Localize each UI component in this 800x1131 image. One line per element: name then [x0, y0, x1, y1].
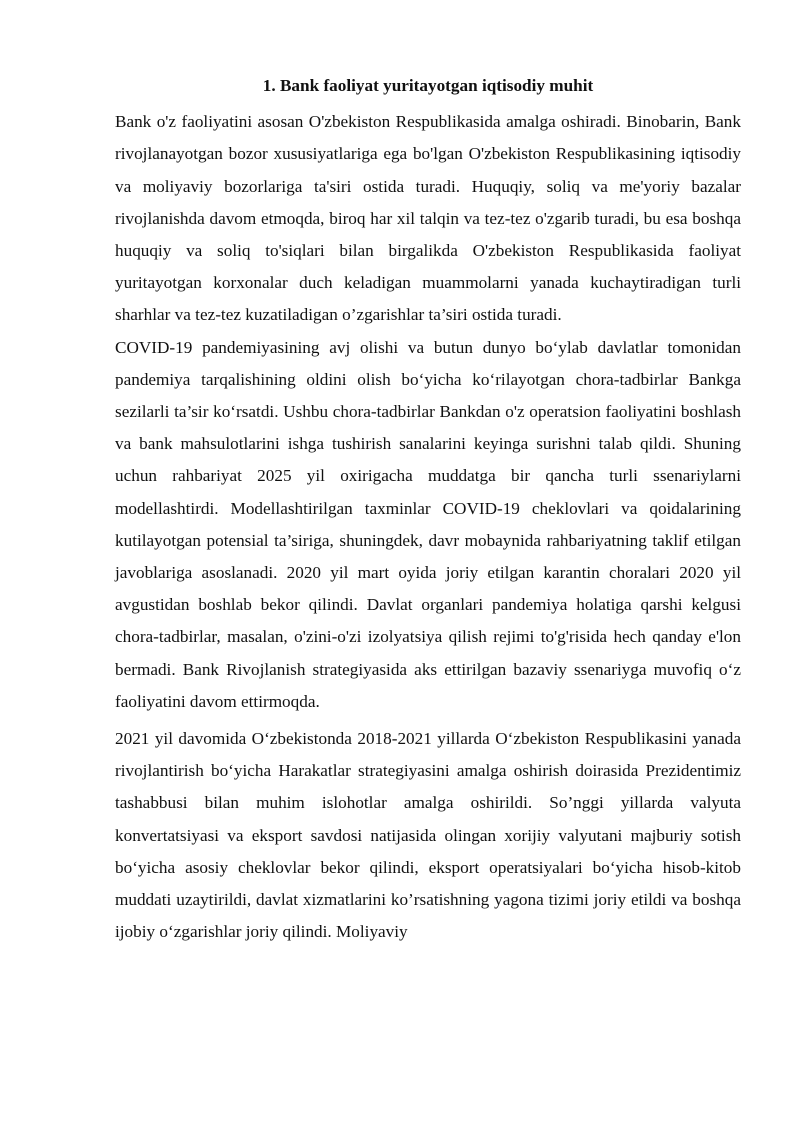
section-title: 1. Bank faoliyat yuritayotgan iqtisodiy muhit [262, 76, 594, 95]
document-body [115, 70, 741, 948]
paragraph-reforms-2021: 2021 yil davomida O‘zbekistonda 2018-2021 yillarda O‘zbekiston Respublikasini yanada rivojlantirish bo‘yicha Harakatlar strategiyasini amalga oshirish doirasida Prezidentimiz tashabbusi bilan muhim islohotlar amalga oshirildi. So’nggi yillarda valyuta konvertatsiyasi va eksport savdosi natijasida olingan xorijiy valyutani majburiy sotish bo‘yicha asosiy cheklovlar bekor qilindi, eksport operatsiyalari bo‘yicha hisob-kitob muddati uzaytirildi, davlat xizmatlarini ko’rsatishning yagona tizimi joriy etildi va boshqa ijobiy o‘zgarishlar joriy qilindi. Moliyaviy [115, 729, 741, 942]
paragraph-economic-environment: Bank o'z faoliyatini asosan O'zbekiston Respublikasida amalga oshiradi. Binobarin, Bank rivojlanayotgan bozor xususiyatlariga ega bo'lgan O'zbekiston Respublikasining iqtisodiy va moliyaviy bozorlariga ta'siri ostida turadi. Huquqiy, soliq va me'yoriy bazalar rivojlanishda davom etmoqda, biroq har xil talqin va tez-tez o'zgarib turadi, bu esa boshqa huquqiy va soliq to'siqlari bilan birgalikda O'zbekiston Respublikasida faoliyat yuritayotgan korxonalar duch keladigan muammolarni yanada kuchaytiradigan turli sharhlar va tez-tez kuzatiladigan o’zgarishlar ta’siri ostida turadi. [115, 112, 741, 325]
paragraph-covid-impact: COVID-19 pandemiyasining avj olishi va butun dunyo bo‘ylab davlatlar tomonidan pandemiya tarqalishining oldini olish bo‘yicha ko‘rilayotgan chora-tadbirlar Bankga sezilarli ta’sir ko‘rsatdi. Ushbu chora-tadbirlar Bankdan o'z operatsion faoliyatini boshlash va bank mahsulotlarini ishga tushirish sanalarini keyinga surishni talab qildi. Shuning uchun rahbariyat 2025 yil oxirigacha muddatga bir qancha turli ssenariylarni modellashtirdi. Modellashtirilgan taxminlar COVID-19 cheklovlari va qoidalarining kutilayotgan potensial ta’siriga, shuningdek, davr mobaynida rahbariyatning taklif etilgan javoblariga asoslanadi. 2020 yil mart oyida joriy etilgan karantin choralari 2020 yil avgustidan boshlab bekor qilindi. Davlat organlari pandemiya holatiga qarshi kelgusi chora-tadbirlar, masalan, o'zini-o'zi izolyatsiya qilish rejimi to'g'risida hech qanday e'lon bermadi. Bank Rivojlanish strategiyasida aks ettirilgan bazaviy ssenariyga muvofiq o‘z faoliyatini davom ettirmoqda. [115, 337, 741, 711]
